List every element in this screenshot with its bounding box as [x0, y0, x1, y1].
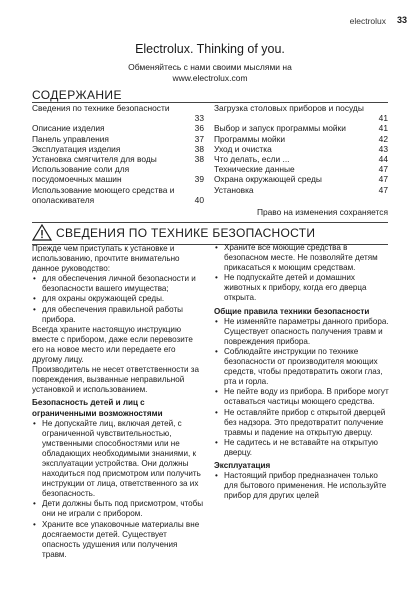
- toc-entry-title: Установка смягчителя для воды: [32, 154, 157, 165]
- intro-list: [32, 274, 204, 324]
- list-item: • Соблюдайте инструкции по технике безопасности от производителя моющих средств, чтобы предотвратить ожоги глаз, рта и горла.: [214, 347, 390, 387]
- list-item: • Не оставляйте прибор с открытой дверцей без надзора. Это предотвратит получение травмы и падение на открытую дверцу.: [214, 408, 390, 438]
- toc-entry-page: 41: [378, 113, 388, 124]
- toc-entry-title: Охрана окружающей среды: [214, 174, 322, 185]
- list-item: • Не допускайте лиц, включая детей, с ограниченной чувствительностью, умственными способностями или не обладающих необходимыми знаниями, к эксплуатации устройства. Они должны находиться под присмотром или получить инструкции от лица, ответственного за их безопасность.: [32, 419, 204, 500]
- intro-text: Прежде чем приступать к установке и использованию, прочтите внимательно данное руководство:: [32, 244, 180, 274]
- children-list-continued: [214, 243, 390, 304]
- toc-entry-page: 38: [194, 154, 204, 165]
- toc-right-column: [214, 103, 388, 195]
- toc-entry[interactable]: [32, 134, 204, 144]
- children-heading: Безопасность детей и лиц с ограниченными возможностями: [32, 398, 163, 418]
- toc-entry-page: 41: [378, 123, 388, 134]
- tagline: Electrolux. Thinking of you.: [135, 42, 285, 56]
- toc-entry[interactable]: [214, 185, 388, 195]
- toc-entry-title: Описание изделия: [32, 123, 105, 134]
- list-item: • Не садитесь и не вставайте на открытую дверцу.: [214, 438, 390, 458]
- toc-entry-title: Использование соли для посудомоечных машин: [32, 164, 130, 185]
- list-item: • Не пейте воду из прибора. В приборе могут оставаться частицы моющего средства.: [214, 387, 390, 407]
- toc-entry-page: 33: [194, 113, 204, 124]
- toc-entry-title: Использование моющего средства и ополаскивателя: [32, 184, 175, 205]
- operation-list: [214, 471, 390, 501]
- safety-right-column: [214, 243, 390, 501]
- page-number: 33: [396, 15, 407, 25]
- toc-entry[interactable]: [32, 154, 204, 164]
- list-item: • для обеспечения правильной работы прибора.: [32, 305, 204, 325]
- warning-icon: [32, 224, 52, 241]
- toc-entry-page: 37: [194, 133, 204, 144]
- toc-entry[interactable]: [32, 123, 204, 133]
- toc-entry[interactable]: [214, 174, 388, 184]
- list-item: • Не подпускайте детей и домашних животных к прибору, когда его дверца открыта.: [214, 273, 390, 303]
- section-title: СВЕДЕНИЯ ПО ТЕХНИКЕ БЕЗОПАСНОСТИ: [56, 226, 316, 240]
- toc-entry-title: Технические данные: [214, 164, 295, 175]
- toc-entry-page: 39: [194, 174, 204, 185]
- toc-entry-title: Сведения по технике безопасности: [32, 103, 170, 113]
- toc-entry-page: 38: [194, 143, 204, 154]
- share-text: Обменяйтесь с нами своими мыслями на: [128, 62, 292, 72]
- toc-entry[interactable]: [214, 123, 388, 133]
- toc-entry[interactable]: [32, 103, 204, 123]
- toc-entry-title: Установка: [214, 184, 254, 195]
- toc-entry-page: 47: [378, 174, 388, 185]
- toc-entry[interactable]: [214, 103, 388, 123]
- toc-entry[interactable]: [32, 164, 204, 184]
- toc-entry-title: Что делать, если ...: [214, 154, 290, 165]
- contents-title: СОДЕРЖАНИЕ: [32, 88, 122, 102]
- list-item: • Не изменяйте параметры данного прибора. Существует опасность получения травм и повреждения прибора.: [214, 317, 390, 347]
- general-heading: Общие правила техники безопасности: [214, 306, 370, 316]
- toc-entry-title: Панель управления: [32, 133, 109, 144]
- toc-left-column: [32, 103, 204, 205]
- toc-entry-page: 43: [378, 143, 388, 154]
- liability-text: Производитель не несет ответственности за повреждения, вызванные неправильной установкой и использованием.: [32, 365, 200, 395]
- list-item: • для обеспечения личной безопасности и безопасности вашего имущества;: [32, 274, 204, 294]
- toc-entry-page: 47: [378, 184, 388, 195]
- safety-left-column: [32, 244, 204, 560]
- header-brand: electrolux: [349, 16, 386, 26]
- toc-entry-page: 44: [378, 154, 388, 165]
- general-list: [214, 317, 390, 458]
- toc-entry-page: 42: [378, 133, 388, 144]
- toc-entry-title: Загрузка столовых приборов и посуды: [214, 103, 364, 113]
- toc-entry-page: 47: [378, 164, 388, 175]
- rights-note: Право на изменения сохраняется: [256, 207, 388, 217]
- toc-entry-title: Эксплуатация изделия: [32, 143, 121, 154]
- toc-entry[interactable]: [214, 134, 388, 144]
- divider: [32, 222, 388, 223]
- toc-entry-page: 40: [194, 194, 204, 205]
- toc-entry[interactable]: [214, 154, 388, 164]
- toc-entry[interactable]: [32, 185, 204, 205]
- toc-entry-page: 36: [194, 123, 204, 134]
- keep-text: Всегда храните настоящую инструкцию вместе с прибором, даже если перевозите его на новое место или передаете его другому лицу.: [32, 324, 193, 365]
- list-item: • для охраны окружающей среды.: [32, 294, 204, 304]
- toc-entry[interactable]: [214, 164, 388, 174]
- toc-entry[interactable]: [32, 144, 204, 154]
- list-item: • Храните все моющие средства в безопасном месте. Не позволяйте детям прикасаться к моющим средствам.: [214, 243, 390, 273]
- list-item: • Храните все упаковочные материалы вне досягаемости детей. Существует опасность удушения или получения травм.: [32, 520, 204, 560]
- operation-heading: Эксплуатация: [214, 460, 271, 470]
- toc-entry-title: Программы мойки: [214, 133, 286, 144]
- website-link[interactable]: www.electrolux.com: [172, 73, 248, 83]
- children-list: [32, 419, 204, 560]
- toc-entry[interactable]: [214, 144, 388, 154]
- list-item: • Дети должны быть под присмотром, чтобы они не играли с прибором.: [32, 499, 204, 519]
- toc-entry-title: Уход и очистка: [214, 143, 272, 154]
- toc-entry-title: Выбор и запуск программы мойки: [214, 123, 346, 134]
- list-item: • Настоящий прибор предназначен только для бытового применения. Не используйте прибор для других целей: [214, 471, 390, 501]
